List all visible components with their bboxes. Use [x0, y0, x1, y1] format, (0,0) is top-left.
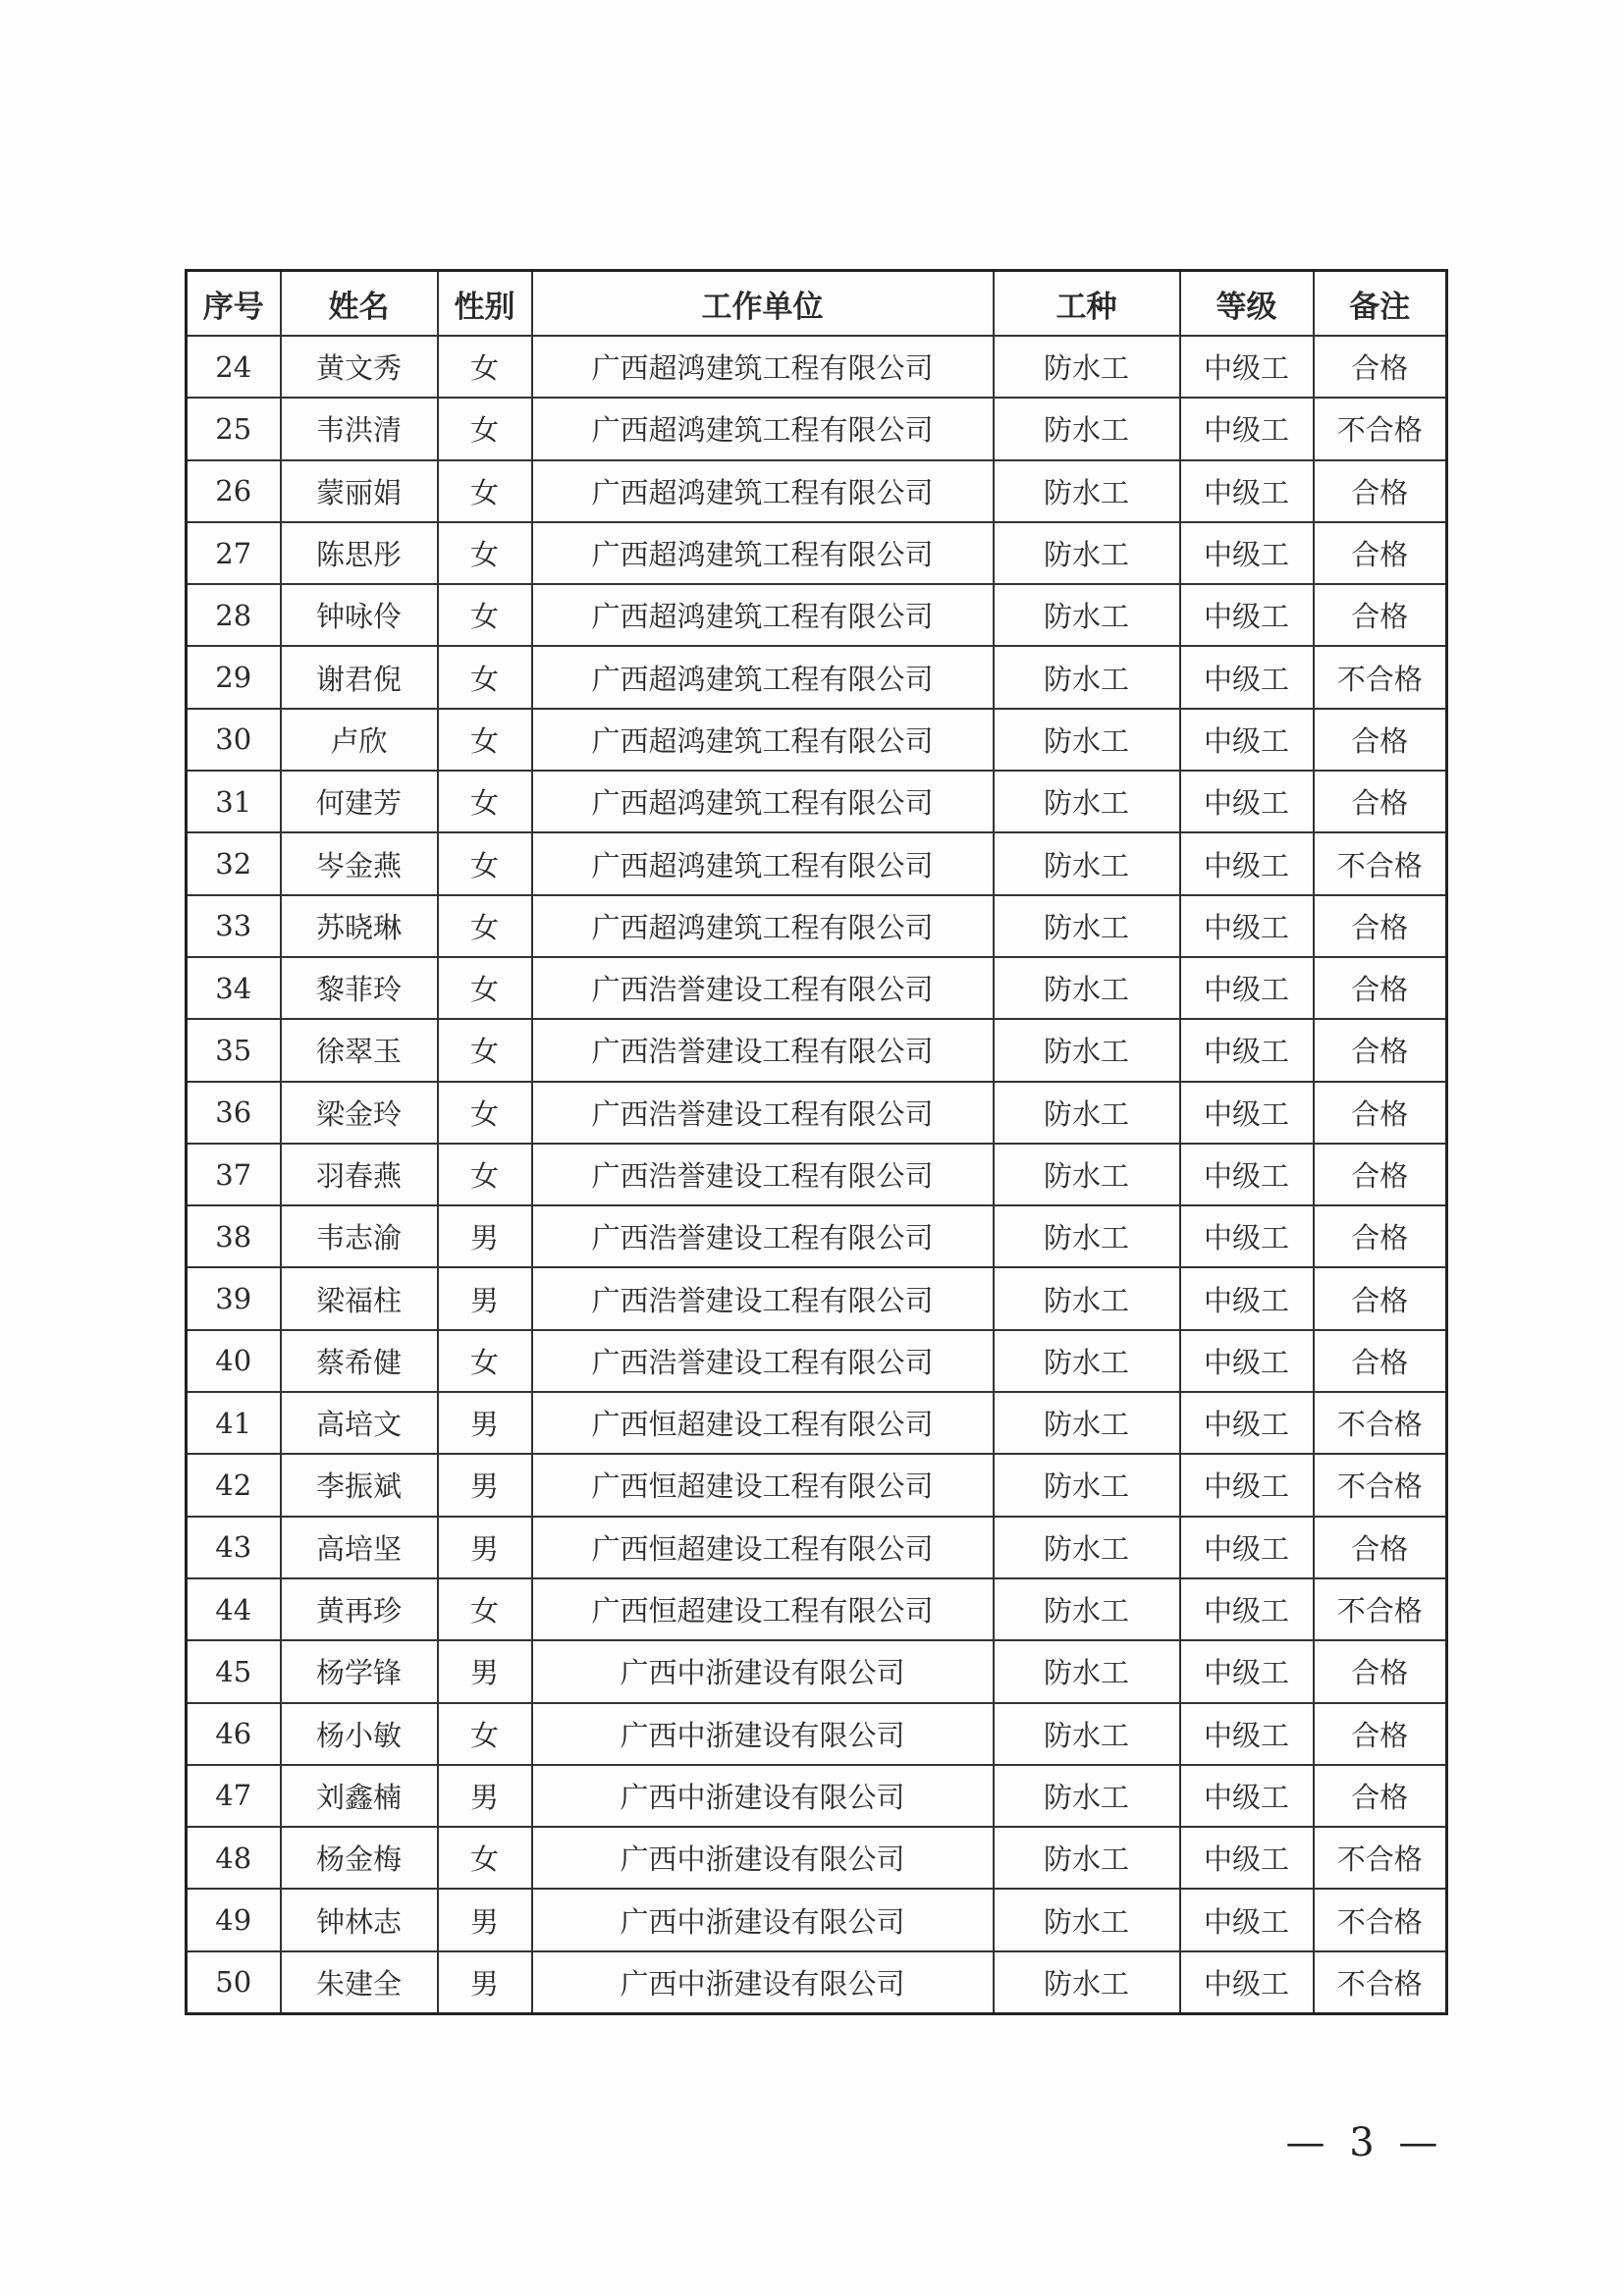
cell-gender: 女 — [438, 584, 532, 646]
cell-gender: 女 — [438, 957, 532, 1019]
cell-remark: 合格 — [1314, 1144, 1447, 1205]
cell-remark: 合格 — [1314, 1330, 1447, 1392]
header-trade: 工种 — [994, 271, 1180, 337]
cell-level: 中级工 — [1180, 336, 1314, 398]
cell-remark: 不合格 — [1314, 1578, 1447, 1640]
cell-trade: 防水工 — [994, 336, 1180, 398]
cell-index: 30 — [187, 709, 281, 771]
cell-name: 杨金梅 — [281, 1827, 438, 1889]
cell-name: 梁金玲 — [281, 1082, 438, 1144]
table-row — [187, 584, 1447, 646]
table-row — [187, 1889, 1447, 1950]
cell-trade: 防水工 — [994, 895, 1180, 957]
cell-trade: 防水工 — [994, 1765, 1180, 1827]
header-employer: 工作单位 — [532, 271, 994, 337]
cell-index: 39 — [187, 1267, 281, 1329]
cell-employer: 广西中浙建设有限公司 — [532, 1827, 994, 1889]
cell-gender: 女 — [438, 1827, 532, 1889]
cell-name: 蒙丽娟 — [281, 460, 438, 522]
table-header-row — [187, 271, 1447, 337]
cell-name: 杨学锋 — [281, 1640, 438, 1702]
cell-remark: 合格 — [1314, 460, 1447, 522]
table-row — [187, 1578, 1447, 1640]
cell-trade: 防水工 — [994, 1827, 1180, 1889]
cell-name: 卢欣 — [281, 709, 438, 771]
cell-name: 刘鑫楠 — [281, 1765, 438, 1827]
cell-employer: 广西浩誉建设工程有限公司 — [532, 1267, 994, 1329]
cell-index: 25 — [187, 398, 281, 459]
cell-gender: 女 — [438, 460, 532, 522]
cell-trade: 防水工 — [994, 957, 1180, 1019]
cell-gender: 男 — [438, 1765, 532, 1827]
cell-gender: 女 — [438, 832, 532, 894]
cell-name: 钟林志 — [281, 1889, 438, 1950]
cell-remark: 不合格 — [1314, 1392, 1447, 1454]
table-row — [187, 1205, 1447, 1267]
cell-index: 40 — [187, 1330, 281, 1392]
cell-name: 李振斌 — [281, 1454, 438, 1516]
cell-remark: 合格 — [1314, 1703, 1447, 1765]
cell-level: 中级工 — [1180, 1267, 1314, 1329]
cell-name: 陈思彤 — [281, 522, 438, 584]
cell-employer: 广西浩誉建设工程有限公司 — [532, 1144, 994, 1205]
table-row — [187, 1144, 1447, 1205]
cell-employer: 广西超鸿建筑工程有限公司 — [532, 832, 994, 894]
cell-name: 谢君倪 — [281, 646, 438, 708]
cell-index: 28 — [187, 584, 281, 646]
cell-gender: 女 — [438, 336, 532, 398]
table-row — [187, 1703, 1447, 1765]
table-row — [187, 1267, 1447, 1329]
cell-gender: 女 — [438, 771, 532, 832]
cell-remark: 不合格 — [1314, 832, 1447, 894]
cell-gender: 女 — [438, 522, 532, 584]
cell-trade: 防水工 — [994, 398, 1180, 459]
table-row — [187, 1330, 1447, 1392]
cell-employer: 广西超鸿建筑工程有限公司 — [532, 336, 994, 398]
cell-trade: 防水工 — [994, 1144, 1180, 1205]
table-row — [187, 771, 1447, 832]
table-row — [187, 1454, 1447, 1516]
cell-gender: 女 — [438, 398, 532, 459]
cell-name: 蔡希健 — [281, 1330, 438, 1392]
cell-gender: 女 — [438, 1082, 532, 1144]
table-row — [187, 398, 1447, 459]
cell-name: 梁福柱 — [281, 1267, 438, 1329]
cell-level: 中级工 — [1180, 1144, 1314, 1205]
cell-gender: 男 — [438, 1205, 532, 1267]
cell-level: 中级工 — [1180, 1765, 1314, 1827]
cell-remark: 合格 — [1314, 1267, 1447, 1329]
cell-trade: 防水工 — [994, 1454, 1180, 1516]
cell-name: 杨小敏 — [281, 1703, 438, 1765]
cell-index: 42 — [187, 1454, 281, 1516]
cell-level: 中级工 — [1180, 1205, 1314, 1267]
cell-employer: 广西超鸿建筑工程有限公司 — [532, 584, 994, 646]
cell-name: 何建芳 — [281, 771, 438, 832]
cell-gender: 女 — [438, 895, 532, 957]
header-name: 姓名 — [281, 271, 438, 337]
cell-level: 中级工 — [1180, 1827, 1314, 1889]
table-row — [187, 1392, 1447, 1454]
cell-trade: 防水工 — [994, 1019, 1180, 1081]
cell-index: 38 — [187, 1205, 281, 1267]
cell-index: 50 — [187, 1951, 281, 2014]
cell-gender: 男 — [438, 1454, 532, 1516]
cell-trade: 防水工 — [994, 1267, 1180, 1329]
cell-employer: 广西恒超建设工程有限公司 — [532, 1392, 994, 1454]
cell-trade: 防水工 — [994, 1082, 1180, 1144]
cell-remark: 合格 — [1314, 709, 1447, 771]
cell-name: 钟咏伶 — [281, 584, 438, 646]
cell-index: 27 — [187, 522, 281, 584]
cell-index: 45 — [187, 1640, 281, 1702]
cell-gender: 男 — [438, 1267, 532, 1329]
cell-gender: 女 — [438, 709, 532, 771]
cell-level: 中级工 — [1180, 1517, 1314, 1578]
cell-level: 中级工 — [1180, 1392, 1314, 1454]
cell-level: 中级工 — [1180, 832, 1314, 894]
cell-gender: 女 — [438, 1578, 532, 1640]
cell-trade: 防水工 — [994, 832, 1180, 894]
cell-remark: 合格 — [1314, 1640, 1447, 1702]
table-row — [187, 460, 1447, 522]
cell-name: 韦志渝 — [281, 1205, 438, 1267]
cell-index: 33 — [187, 895, 281, 957]
cell-name: 黎菲玲 — [281, 957, 438, 1019]
cell-gender: 男 — [438, 1517, 532, 1578]
cell-remark: 不合格 — [1314, 646, 1447, 708]
cell-name: 高培文 — [281, 1392, 438, 1454]
cell-trade: 防水工 — [994, 584, 1180, 646]
cell-gender: 男 — [438, 1640, 532, 1702]
table-row — [187, 1640, 1447, 1702]
cell-index: 46 — [187, 1703, 281, 1765]
cell-name: 黄文秀 — [281, 336, 438, 398]
cell-remark: 合格 — [1314, 1019, 1447, 1081]
table-row — [187, 832, 1447, 894]
cell-employer: 广西中浙建设有限公司 — [532, 1889, 994, 1950]
cell-remark: 合格 — [1314, 771, 1447, 832]
cell-level: 中级工 — [1180, 895, 1314, 957]
cell-trade: 防水工 — [994, 1889, 1180, 1950]
cell-gender: 男 — [438, 1951, 532, 2014]
cell-employer: 广西超鸿建筑工程有限公司 — [532, 895, 994, 957]
cell-employer: 广西浩誉建设工程有限公司 — [532, 1205, 994, 1267]
cell-remark: 合格 — [1314, 584, 1447, 646]
cell-trade: 防水工 — [994, 646, 1180, 708]
header-remark: 备注 — [1314, 271, 1447, 337]
cell-level: 中级工 — [1180, 1454, 1314, 1516]
cell-level: 中级工 — [1180, 1019, 1314, 1081]
table-row — [187, 1765, 1447, 1827]
header-index: 序号 — [187, 271, 281, 337]
cell-index: 35 — [187, 1019, 281, 1081]
table-row — [187, 646, 1447, 708]
cell-remark: 合格 — [1314, 957, 1447, 1019]
table-row — [187, 957, 1447, 1019]
cell-employer: 广西恒超建设工程有限公司 — [532, 1578, 994, 1640]
cell-name: 徐翠玉 — [281, 1019, 438, 1081]
table-row — [187, 1517, 1447, 1578]
cell-employer: 广西中浙建设有限公司 — [532, 1951, 994, 2014]
cell-employer: 广西浩誉建设工程有限公司 — [532, 957, 994, 1019]
cell-gender: 女 — [438, 1019, 532, 1081]
cell-trade: 防水工 — [994, 1640, 1180, 1702]
cell-level: 中级工 — [1180, 1578, 1314, 1640]
cell-level: 中级工 — [1180, 957, 1314, 1019]
cell-gender: 男 — [438, 1889, 532, 1950]
cell-name: 黄再珍 — [281, 1578, 438, 1640]
cell-remark: 合格 — [1314, 1517, 1447, 1578]
cell-index: 34 — [187, 957, 281, 1019]
cell-gender: 女 — [438, 646, 532, 708]
cell-level: 中级工 — [1180, 1082, 1314, 1144]
cell-index: 26 — [187, 460, 281, 522]
cell-trade: 防水工 — [994, 1330, 1180, 1392]
header-level: 等级 — [1180, 271, 1314, 337]
cell-index: 36 — [187, 1082, 281, 1144]
cell-remark: 合格 — [1314, 1082, 1447, 1144]
header-gender: 性别 — [438, 271, 532, 337]
cell-remark: 不合格 — [1314, 1827, 1447, 1889]
cell-trade: 防水工 — [994, 1205, 1180, 1267]
cell-remark: 合格 — [1314, 522, 1447, 584]
cell-level: 中级工 — [1180, 1889, 1314, 1950]
cell-remark: 不合格 — [1314, 398, 1447, 459]
cell-name: 韦洪清 — [281, 398, 438, 459]
table-row — [187, 1082, 1447, 1144]
table-row — [187, 895, 1447, 957]
cell-index: 31 — [187, 771, 281, 832]
results-table — [185, 269, 1448, 2015]
cell-level: 中级工 — [1180, 1640, 1314, 1702]
cell-employer: 广西浩誉建设工程有限公司 — [532, 1330, 994, 1392]
cell-index: 47 — [187, 1765, 281, 1827]
cell-employer: 广西浩誉建设工程有限公司 — [532, 1082, 994, 1144]
cell-trade: 防水工 — [994, 771, 1180, 832]
cell-employer: 广西浩誉建设工程有限公司 — [532, 1019, 994, 1081]
cell-employer: 广西超鸿建筑工程有限公司 — [532, 709, 994, 771]
cell-level: 中级工 — [1180, 1951, 1314, 2014]
cell-level: 中级工 — [1180, 1703, 1314, 1765]
cell-trade: 防水工 — [994, 522, 1180, 584]
cell-gender: 女 — [438, 1703, 532, 1765]
cell-employer: 广西恒超建设工程有限公司 — [532, 1454, 994, 1516]
cell-employer: 广西超鸿建筑工程有限公司 — [532, 646, 994, 708]
cell-remark: 合格 — [1314, 1765, 1447, 1827]
cell-index: 32 — [187, 832, 281, 894]
cell-gender: 男 — [438, 1392, 532, 1454]
cell-remark: 不合格 — [1314, 1889, 1447, 1950]
cell-trade: 防水工 — [994, 1578, 1180, 1640]
cell-remark: 不合格 — [1314, 1951, 1447, 2014]
cell-name: 苏晓琳 — [281, 895, 438, 957]
cell-level: 中级工 — [1180, 646, 1314, 708]
cell-index: 37 — [187, 1144, 281, 1205]
cell-index: 41 — [187, 1392, 281, 1454]
cell-gender: 女 — [438, 1330, 532, 1392]
table-row — [187, 1827, 1447, 1889]
page-number: — 3 — — [1285, 2120, 1444, 2165]
table-body — [187, 336, 1447, 2014]
cell-gender: 女 — [438, 1144, 532, 1205]
cell-name: 岑金燕 — [281, 832, 438, 894]
table-row — [187, 522, 1447, 584]
table-row — [187, 709, 1447, 771]
table-row — [187, 1951, 1447, 2014]
cell-remark: 合格 — [1314, 336, 1447, 398]
cell-trade: 防水工 — [994, 1517, 1180, 1578]
cell-index: 43 — [187, 1517, 281, 1578]
cell-level: 中级工 — [1180, 771, 1314, 832]
cell-level: 中级工 — [1180, 398, 1314, 459]
cell-trade: 防水工 — [994, 1392, 1180, 1454]
cell-index: 48 — [187, 1827, 281, 1889]
cell-index: 29 — [187, 646, 281, 708]
cell-employer: 广西中浙建设有限公司 — [532, 1640, 994, 1702]
cell-remark: 不合格 — [1314, 1454, 1447, 1516]
cell-employer: 广西恒超建设工程有限公司 — [532, 1517, 994, 1578]
cell-index: 24 — [187, 336, 281, 398]
cell-name: 朱建全 — [281, 1951, 438, 2014]
cell-level: 中级工 — [1180, 709, 1314, 771]
cell-employer: 广西超鸿建筑工程有限公司 — [532, 460, 994, 522]
cell-name: 羽春燕 — [281, 1144, 438, 1205]
cell-employer: 广西超鸿建筑工程有限公司 — [532, 771, 994, 832]
cell-index: 44 — [187, 1578, 281, 1640]
cell-employer: 广西中浙建设有限公司 — [532, 1765, 994, 1827]
cell-index: 49 — [187, 1889, 281, 1950]
cell-name: 高培坚 — [281, 1517, 438, 1578]
cell-remark: 合格 — [1314, 1205, 1447, 1267]
cell-level: 中级工 — [1180, 584, 1314, 646]
cell-employer: 广西中浙建设有限公司 — [532, 1703, 994, 1765]
cell-trade: 防水工 — [994, 1703, 1180, 1765]
cell-trade: 防水工 — [994, 460, 1180, 522]
cell-level: 中级工 — [1180, 1330, 1314, 1392]
cell-level: 中级工 — [1180, 460, 1314, 522]
cell-employer: 广西超鸿建筑工程有限公司 — [532, 398, 994, 459]
cell-trade: 防水工 — [994, 709, 1180, 771]
table-row — [187, 1019, 1447, 1081]
cell-trade: 防水工 — [994, 1951, 1180, 2014]
cell-employer: 广西超鸿建筑工程有限公司 — [532, 522, 994, 584]
table-row — [187, 336, 1447, 398]
cell-level: 中级工 — [1180, 522, 1314, 584]
cell-remark: 合格 — [1314, 895, 1447, 957]
